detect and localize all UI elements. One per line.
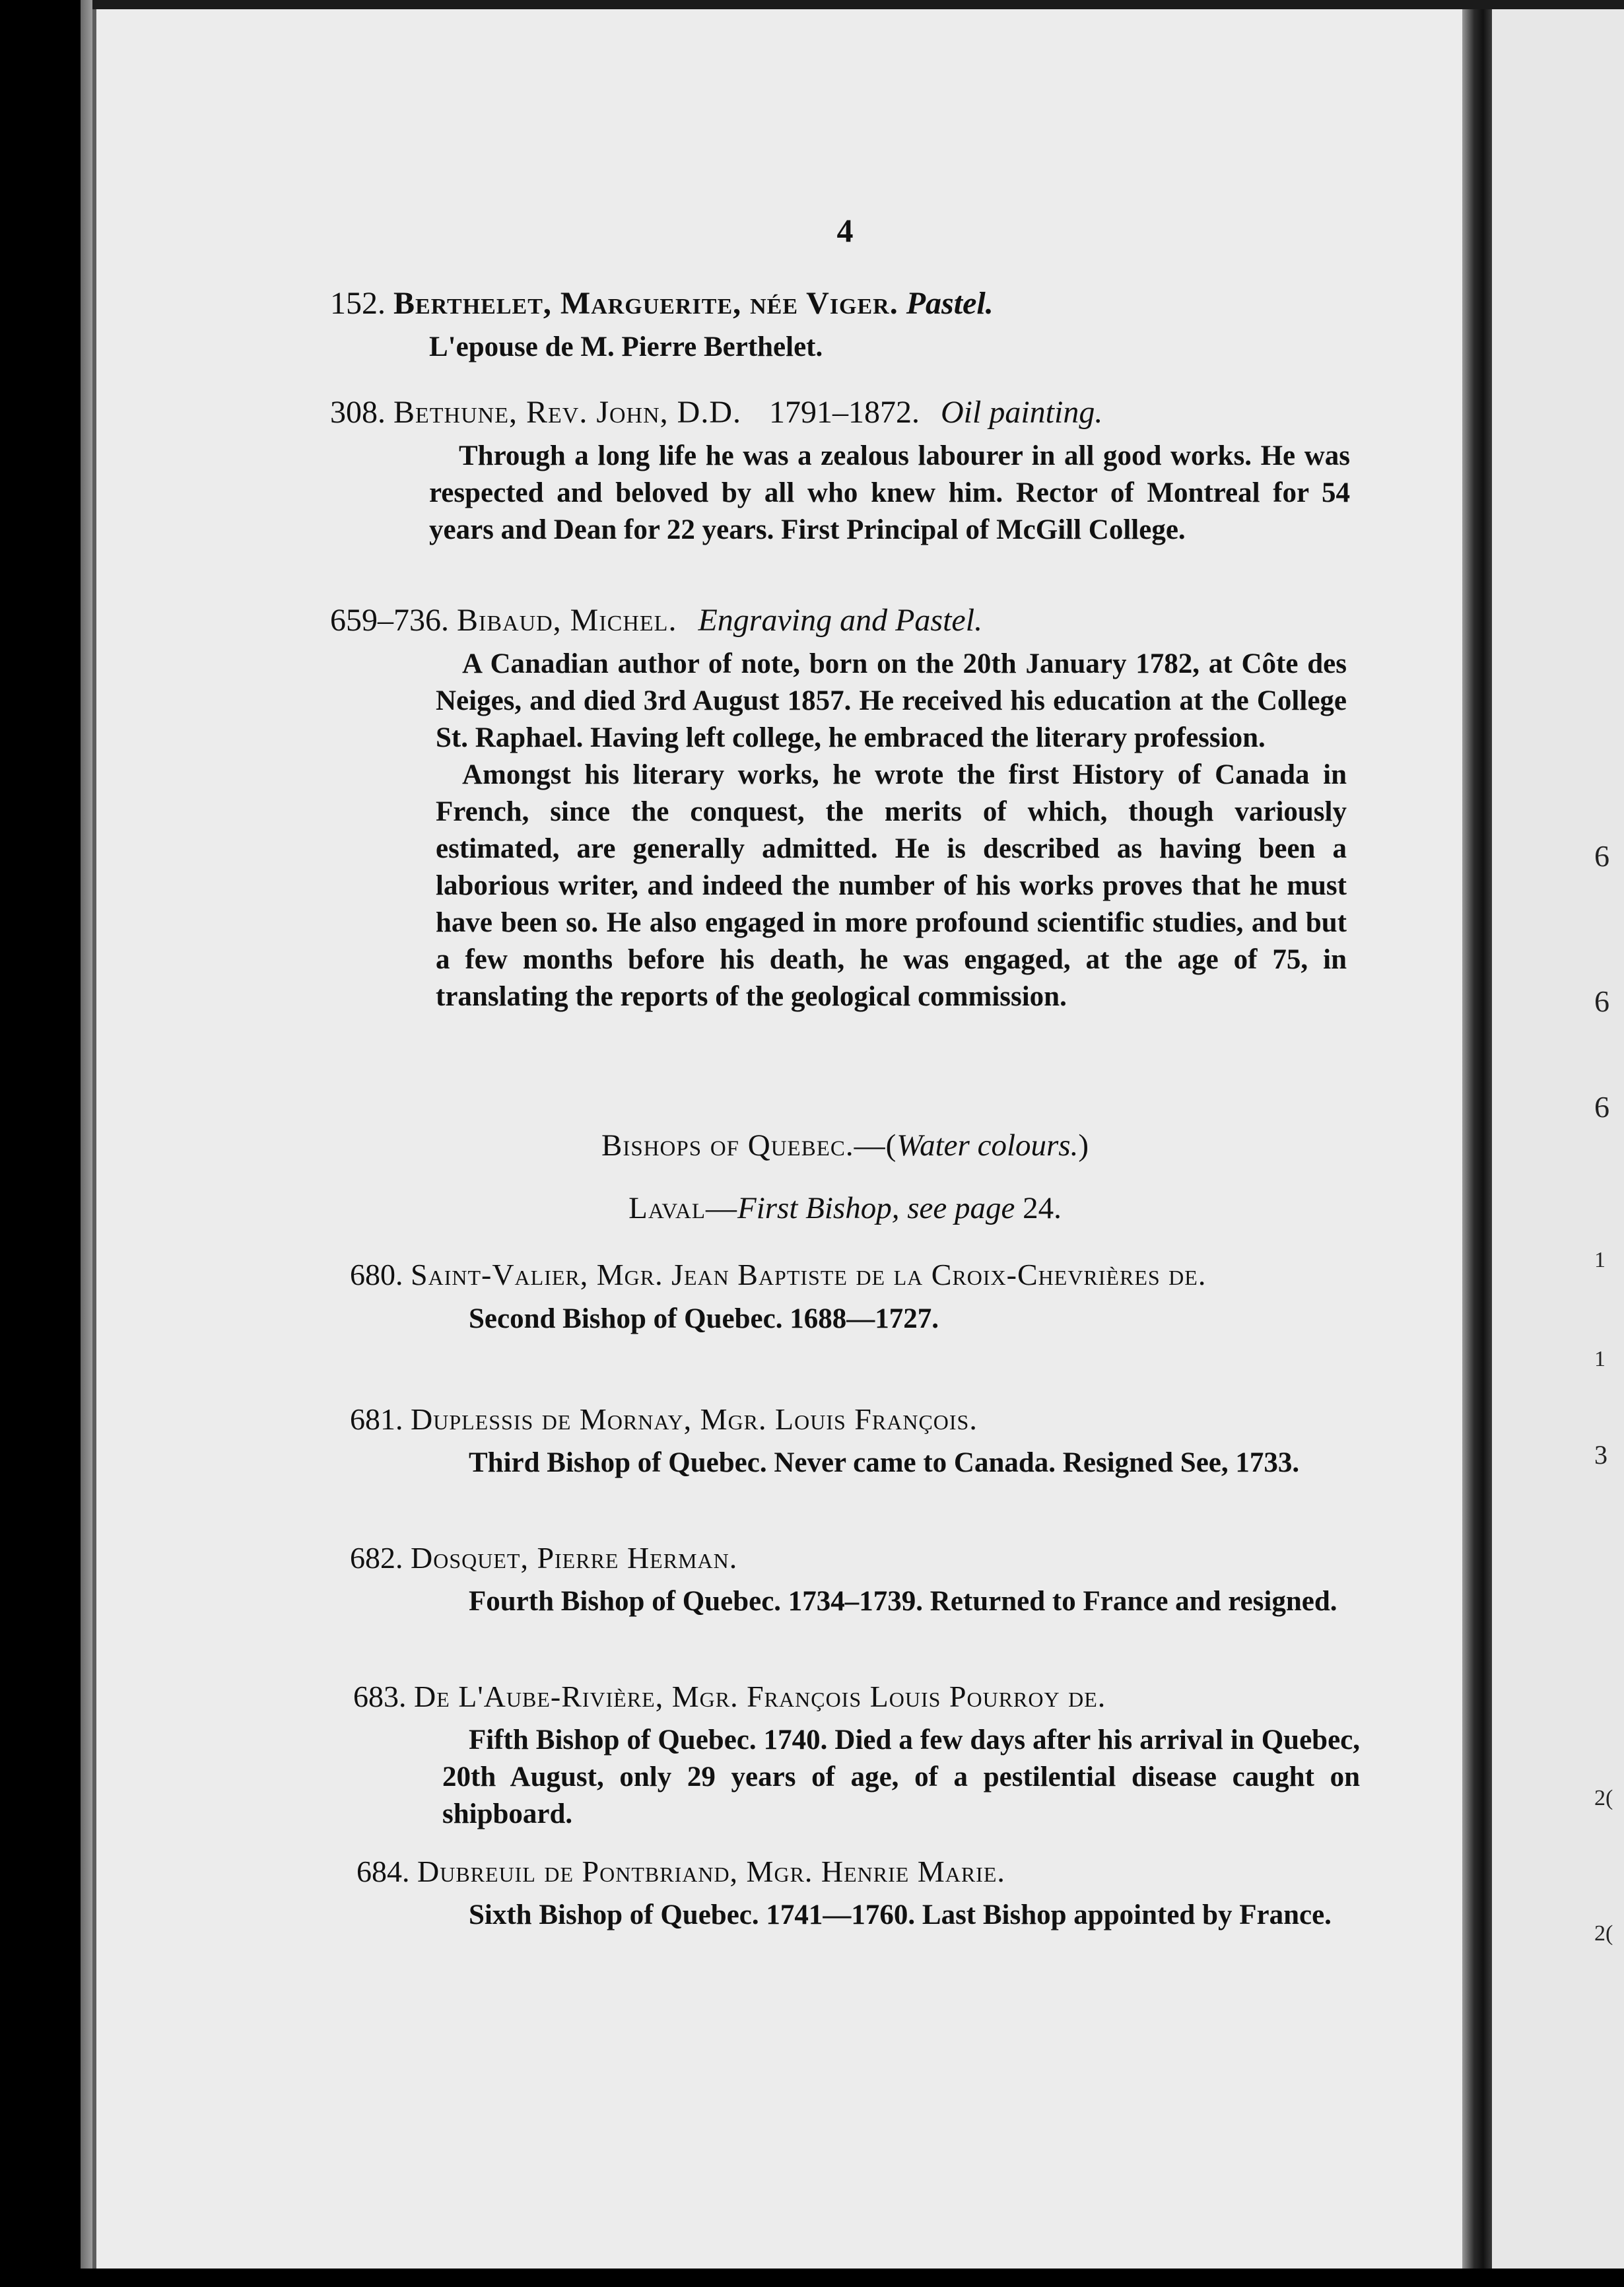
section-title-medium: Water colours.: [897, 1128, 1079, 1163]
scan-border-top: [92, 0, 1624, 9]
next-page-glyph: 2(: [1594, 1921, 1613, 1946]
entry-description: [350, 1301, 1360, 1338]
entry-heading: [356, 1852, 1360, 1892]
catalogue-entry: [350, 1254, 1360, 1338]
page-number: 4: [836, 212, 854, 249]
section-subheading: [330, 1188, 1360, 1228]
catalogue-entry: [330, 284, 1360, 366]
next-page-glyph: 3: [1594, 1440, 1607, 1470]
section-heading: [330, 1126, 1360, 1165]
next-page-glyph: 6: [1594, 1090, 1609, 1124]
entry-heading: [330, 601, 1360, 640]
entry-description: [330, 329, 1360, 366]
entry-name: Berthelet, Marguerite, née Viger.: [393, 286, 898, 321]
section-title-suffix: ): [1078, 1128, 1089, 1163]
subheading-name: Laval—: [628, 1191, 737, 1225]
next-page-glyph: 2(: [1594, 1786, 1613, 1810]
description-paragraph: Fourth Bishop of Quebec. 1734–1739. Returned to France and resigned.: [469, 1586, 1337, 1617]
entry-number: 152.: [330, 286, 386, 321]
entry-name: Bethune, Rev. John, D.D.: [393, 395, 741, 430]
next-page-glyph: 6: [1594, 984, 1609, 1018]
description-paragraph: L'epouse de M. Pierre Berthelet.: [429, 331, 823, 362]
entry-heading: [330, 393, 1360, 432]
entry-description: [350, 1445, 1360, 1482]
entry-number: 681.: [350, 1402, 403, 1436]
next-page-glyph: 6: [1594, 839, 1609, 873]
description-paragraph: Second Bishop of Quebec. 1688—1727.: [469, 1303, 939, 1334]
entry-number: 308.: [330, 395, 386, 430]
catalogue-entry: [330, 601, 1360, 1015]
entry-description: [350, 1583, 1360, 1620]
description-paragraph: A Canadian author of note, born on the 20th January 1782, at Côte des Neiges, and died 3rd August 1857. He received his education at the College St. Raphael. Having left college, he embraced the literary profession.: [436, 648, 1347, 753]
entry-name: Saint-Valier, Mgr. Jean Baptiste de la Croix-Chevrières de.: [411, 1258, 1207, 1291]
entry-heading: [350, 1254, 1360, 1295]
catalogue-entry: [356, 1852, 1360, 1934]
description-paragraph: Fifth Bishop of Quebec. 1740. Died a few days after his arrival in Quebec, 20th August, only 29 years of age, of a pestilential disease caught on shipboard.: [442, 1724, 1360, 1829]
section-title-prefix: Bishops of Quebec.—(: [601, 1128, 897, 1163]
entry-heading: [353, 1677, 1360, 1717]
entry-description: [353, 1722, 1360, 1833]
catalogue-entry: [330, 393, 1360, 549]
entry-number: 680.: [350, 1258, 403, 1291]
entry-medium: Oil painting.: [941, 395, 1103, 430]
entry-description: [330, 646, 1347, 1015]
entry-number: 684.: [356, 1855, 410, 1888]
next-page-glyph: 1: [1594, 1248, 1606, 1272]
entry-number: 659–736.: [330, 603, 449, 638]
description-paragraph: Third Bishop of Quebec. Never came to Canada. Resigned See, 1733.: [469, 1447, 1300, 1478]
scan-border-bottom: [0, 2269, 1624, 2287]
entry-heading: [350, 1400, 1360, 1439]
scan-border-left: [0, 0, 81, 2287]
subheading-text: First Bishop, see page: [737, 1191, 1015, 1225]
entry-description: [356, 1897, 1360, 1934]
entry-dates: 1791–1872.: [769, 395, 920, 430]
description-paragraph: Amongst his literary works, he wrote the first History of Canada in French, since the conquest, the merits of which, though variously estimated, are generally admitted. He is described as having been a laborious writer, and indeed the number of his works proves that he must have been so. He also engaged in more profound scientific studies, and but a few months before his death, he was engaged, at the age of 75, in translating the reports of the geological commission.: [436, 759, 1347, 1012]
catalogue-entry: [350, 1400, 1360, 1482]
entry-description: [330, 438, 1350, 549]
entry-heading: [350, 1538, 1360, 1578]
next-page-glyph: 1: [1594, 1347, 1606, 1371]
entry-number: 682.: [350, 1541, 403, 1575]
catalogue-entry: [353, 1677, 1360, 1833]
entry-name: Dubreuil de Pontbriand, Mgr. Henrie Marie.: [417, 1855, 1005, 1888]
entry-name: Dosquet, Pierre Herman.: [411, 1541, 738, 1575]
entry-name: De L'Aube-Rivière, Mgr. François Louis Pourroy de.: [414, 1680, 1106, 1713]
entry-medium: Engraving and Pastel.: [698, 603, 983, 638]
description-paragraph: Sixth Bishop of Quebec. 1741—1760. Last Bishop appointed by France.: [469, 1899, 1332, 1930]
catalogue-entry: [350, 1538, 1360, 1620]
entry-number: 683.: [353, 1680, 407, 1713]
subheading-page: 24.: [1023, 1191, 1062, 1225]
book-gutter: [1462, 0, 1492, 2287]
entry-name: Bibaud, Michel.: [457, 603, 677, 638]
entry-medium: Pastel.: [906, 286, 994, 321]
entry-name: Duplessis de Mornay, Mgr. Louis François.: [411, 1402, 978, 1436]
entry-heading: [330, 284, 1360, 324]
description-paragraph: Through a long life he was a zealous labourer in all good works. He was respected and beloved by all who knew him. Rector of Montreal for 54 years and Dean for 22 years. First Principal of McGill College.: [429, 440, 1350, 545]
